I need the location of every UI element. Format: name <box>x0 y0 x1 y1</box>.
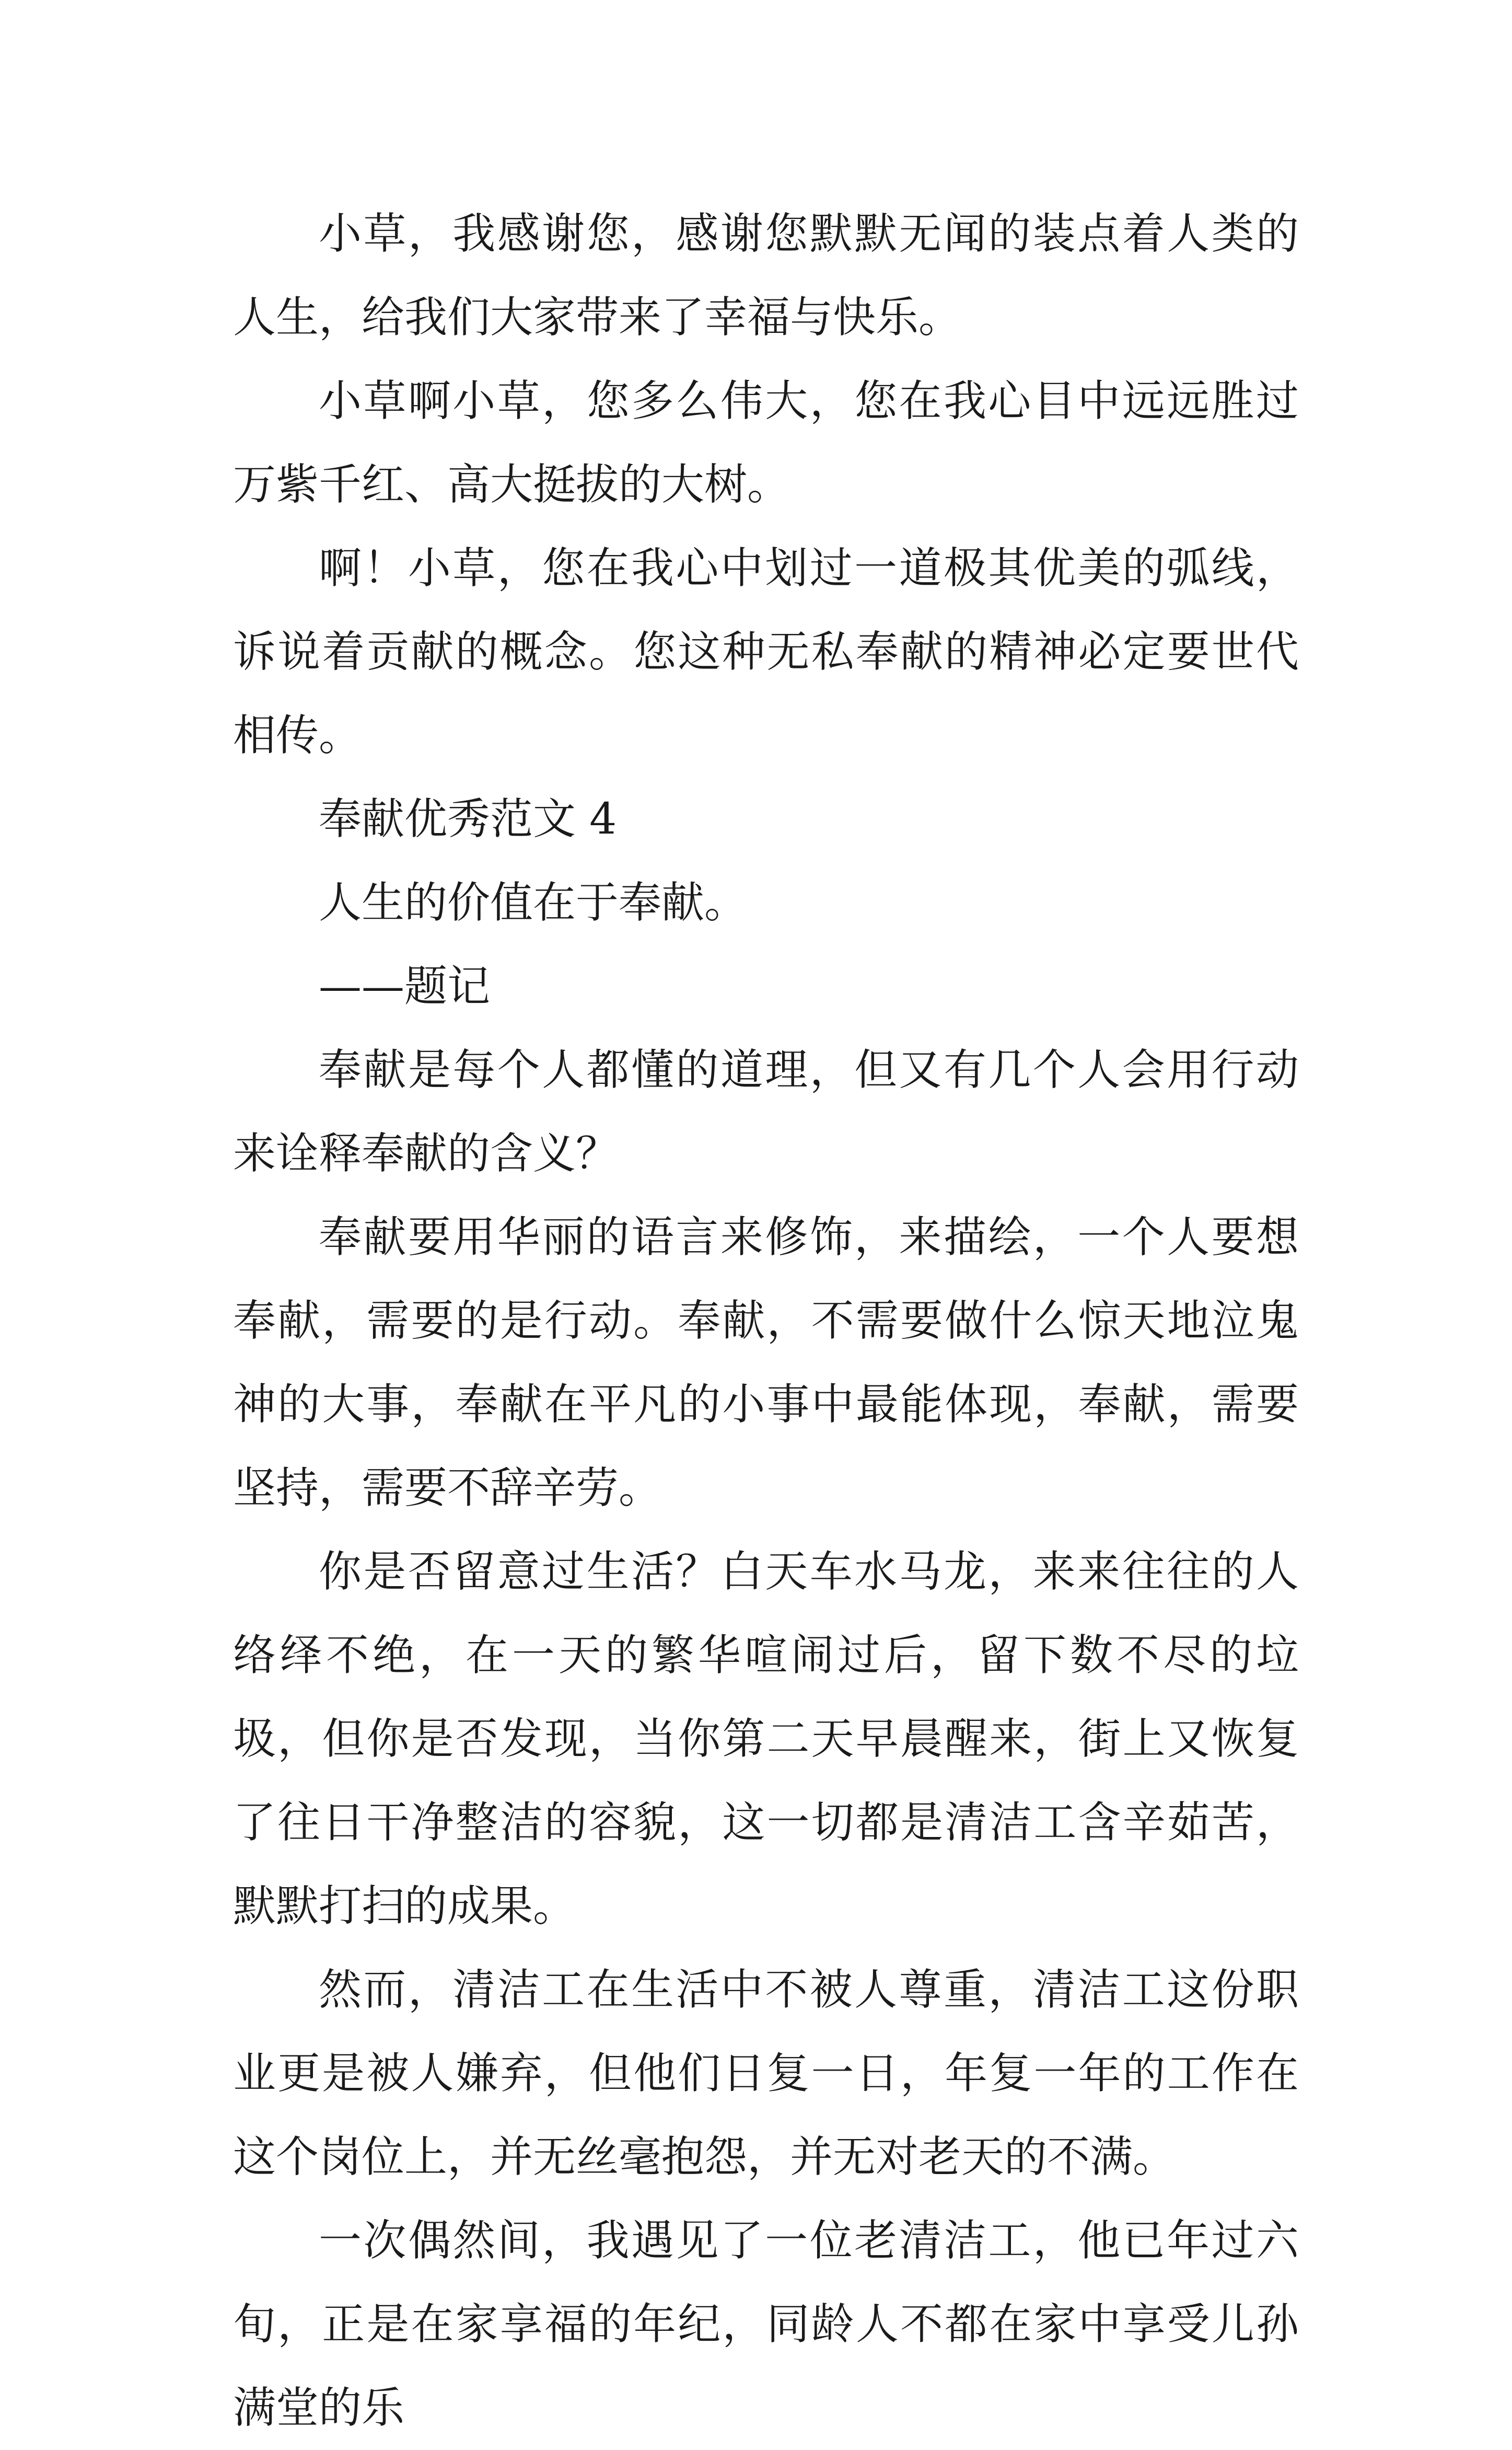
epigraph-attribution: ——题记 <box>319 962 491 1011</box>
paragraph-7: 然而，清洁工在生活中不被人尊重，清洁工这份职业更是被人嫌弃，但他们日复一日，年复一年的工作在这个岗位上，并无丝毫抱怨，并无对老天的不满。 <box>233 1965 1299 2182</box>
epigraph: 人生的价值在于奉献。 <box>319 878 748 928</box>
paragraph-8: 一次偶然间，我遇见了一位老清洁工，他已年过六旬，正是在家享福的年纪，同龄人不都在家中享受儿孙满堂的乐 <box>233 2216 1299 2433</box>
paragraph-4: 奉献是每个人都懂的道理，但又有几个人会用行动来诠释奉献的含义？ <box>233 1045 1299 1178</box>
paragraph-5: 奉献要用华丽的语言来修饰，来描绘，一个人要想奉献，需要的是行动。奉献，不需要做什么惊天地泣鬼神的大事，奉献在平凡的小事中最能体现，奉献，需要坚持，需要不辞辛劳。 <box>233 1212 1299 1513</box>
paragraph-1: 小草，我感谢您，感谢您默默无闻的装点着人类的人生，给我们大家带来了幸福与快乐。 <box>233 209 1299 342</box>
paragraph-2: 小草啊小草，您多么伟大，您在我心目中远远胜过万紫千红、高大挺拔的大树。 <box>233 376 1299 510</box>
paragraph-6: 你是否留意过生活？白天车水马龙，来来往往的人络绎不绝，在一天的繁华喧闹过后，留下数不尽的垃圾，但你是否发现，当你第二天早晨醒来，街上又恢复了往日干净整洁的容貌，这一切都是清洁工含辛茹苦，默默打扫的成果。 <box>233 1547 1299 1931</box>
section-heading: 奉献优秀范文 4 <box>319 794 617 844</box>
paragraph-3: 啊！小草，您在我心中划过一道极其优美的弧线，诉说着贡献的概念。您这种无私奉献的精神必定要世代相传。 <box>233 544 1299 760</box>
document-body <box>233 192 1299 2450</box>
